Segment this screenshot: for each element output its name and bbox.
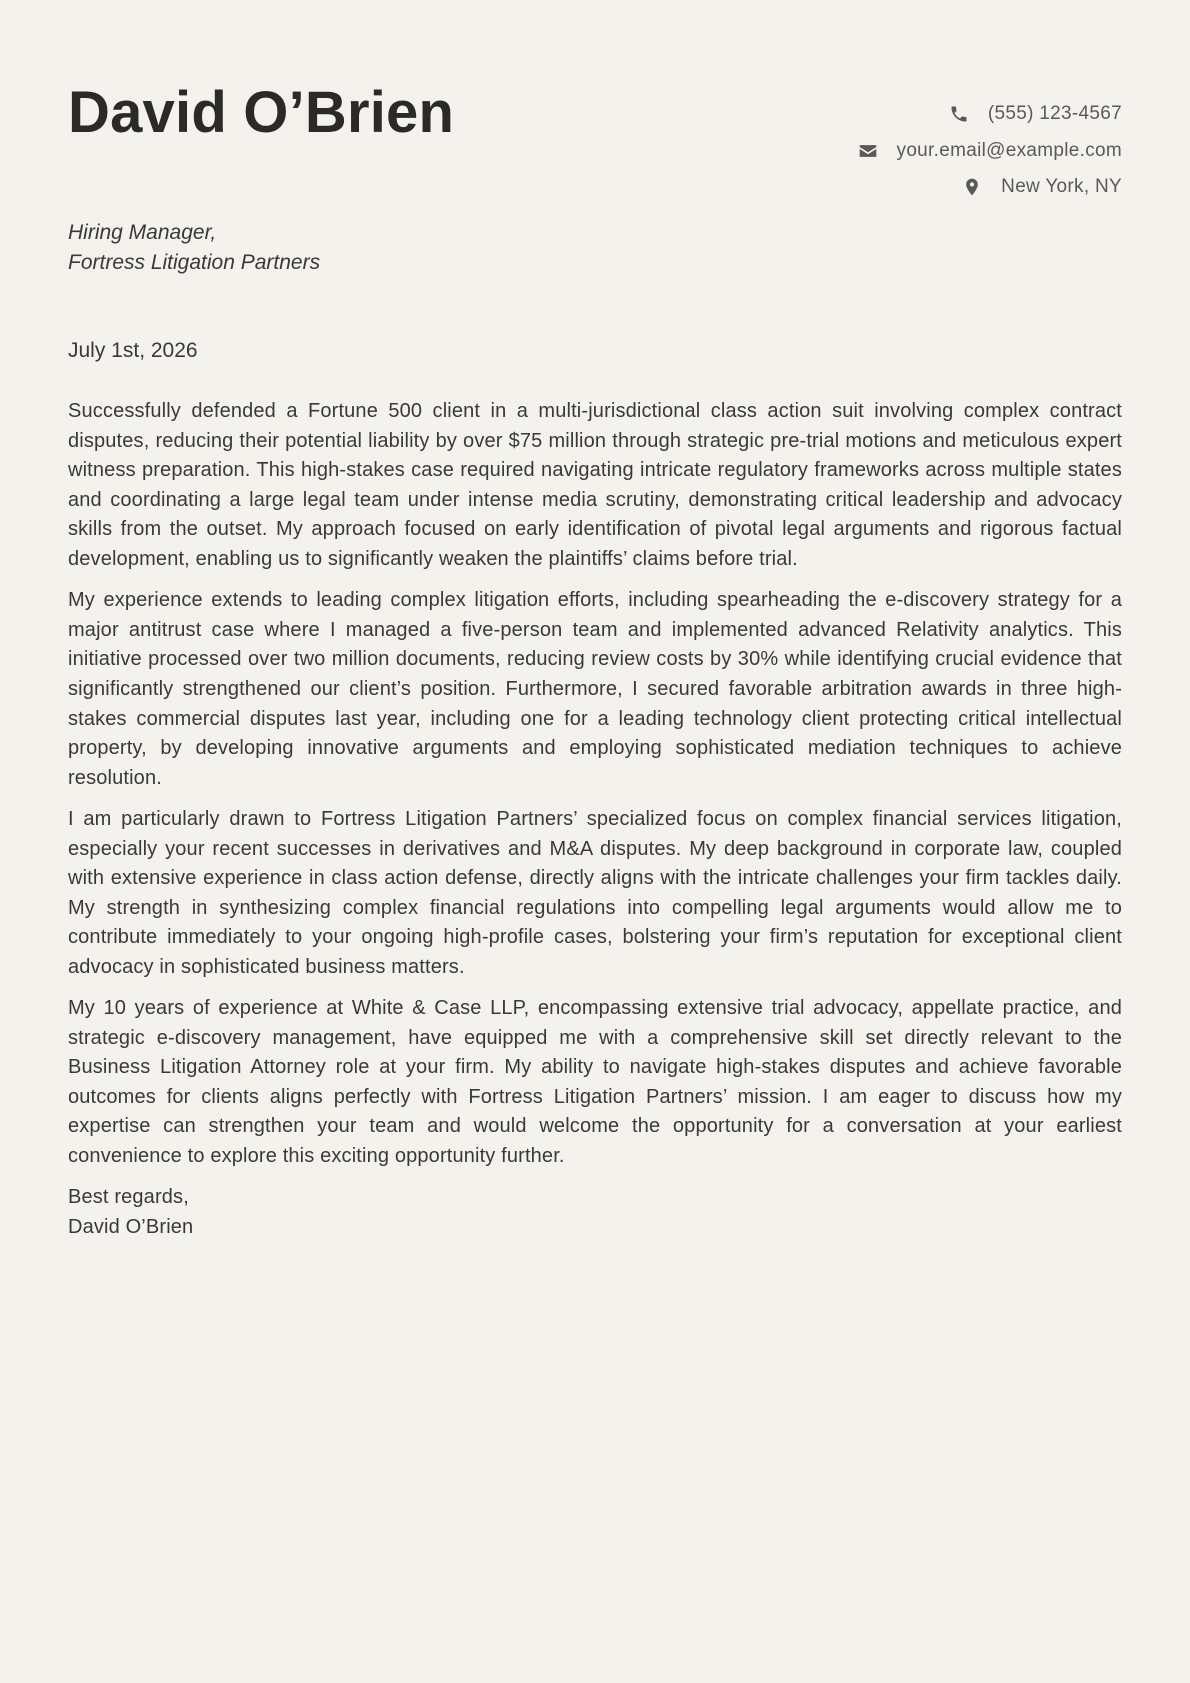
- envelope-icon: [857, 140, 879, 162]
- recipient-block: [68, 218, 320, 278]
- phone-icon: [948, 103, 970, 125]
- contact-info: [857, 96, 1122, 206]
- body-paragraph: Successfully defended a Fortune 500 client in a multi-jurisdictional class action suit involving complex contract disputes, reducing their potential liability by over $75 million through strategic pre-trial motions and meticulous expert witness preparation. This high-stakes case required navigating intricate regulatory frameworks across multiple states and coordinating a large legal team under intense media scrutiny, demonstrating critical leadership and advocacy skills from the outset. My approach focused on early identification of pivotal legal arguments and rigorous factual development, enabling us to significantly weaken the plaintiffs’ claims before trial.: [68, 400, 1122, 570]
- recipient-company: Fortress Litigation Partners: [68, 251, 321, 274]
- body-paragraph: My 10 years of experience at White & Case LLP, encompassing extensive trial advocacy, appellate practice, and strategic e-discovery management, have equipped me with a comprehensive skill set directly relevant to the Business Litigation Attorney role at your firm. My ability to navigate high-stakes disputes and achieve favorable outcomes for clients aligns perfectly with Fortress Litigation Partners’ mission. I am eager to discuss how my expertise can strengthen your team and would welcome the opportunity for a conversation at your earliest convenience to explore this exciting opportunity further.: [68, 997, 1122, 1168]
- signature-name: David O’Brien: [68, 1215, 194, 1238]
- contact-location: [857, 169, 1122, 206]
- recipient-title: Hiring Manager,: [68, 221, 217, 244]
- letter-body: [68, 397, 1122, 1242]
- body-paragraph: I am particularly drawn to Fortress Litigation Partners’ specialized focus on complex financial services litigation, especially your recent successes in derivatives and M&A disputes. My deep background in corporate law, coupled with extensive experience in class action defense, directly aligns with the intricate challenges your firm tackles daily. My strength in synthesizing complex financial regulations into compelling legal arguments would allow me to contribute immediately to your ongoing high-profile cases, bolstering your firm’s reputation for exceptional client advocacy in sophisticated business matters.: [68, 807, 1122, 978]
- map-marker-icon: [961, 176, 983, 198]
- body-paragraph: My experience extends to leading complex litigation efforts, including spearheading the e-discovery strategy for a major antitrust case where I managed a five-person team and implemented advanced Relativity analytics. This initiative processed over two million documents, reducing review costs by 30% while identifying crucial evidence that significantly strengthened our client’s position. Furthermore, I secured favorable arbitration awards in three high-stakes commercial disputes last year, including one for a leading technology client protecting critical intellectual property, by developing innovative arguments and employing sophisticated mediation techniques to achieve resolution.: [68, 589, 1122, 789]
- closing-block: [68, 1183, 1122, 1242]
- email-address: your.email@example.com: [896, 139, 1122, 161]
- closing-salutation: Best regards,: [68, 1186, 189, 1209]
- location: New York, NY: [1001, 176, 1122, 198]
- contact-email: [857, 133, 1122, 170]
- letter-date: July 1st, 2026: [68, 339, 198, 362]
- phone-number: (555) 123-4567: [987, 103, 1122, 125]
- applicant-name: David O’Brien: [68, 80, 455, 145]
- cover-letter-page: [68, 0, 1122, 1683]
- contact-phone: [857, 96, 1122, 133]
